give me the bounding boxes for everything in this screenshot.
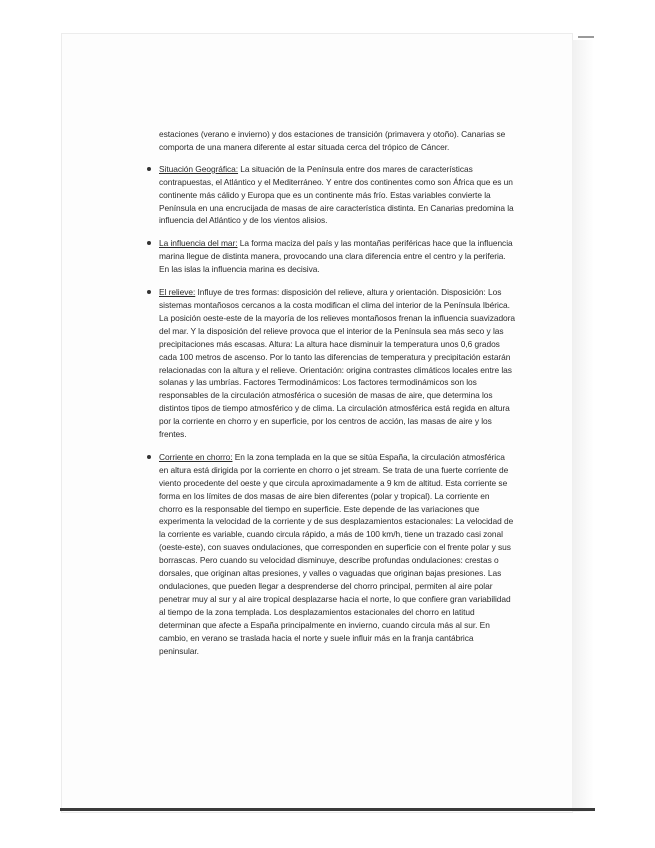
list-item-mar <box>147 237 515 276</box>
item-term: La influencia del mar: <box>159 238 238 249</box>
list-item-situacion <box>147 163 515 228</box>
intro-paragraph: estaciones (verano e invierno) y dos estaciones de transición (primavera y otoño). Canarias se comporta de una manera diferente al estar situada cerca del trópico de Cáncer. <box>159 129 506 152</box>
item-text: La forma maciza del país y las montañas periféricas hace que la influencia marina llegue de distinta manera, provocando una clara diferencia entre el centro y la periferia. En las islas la influencia marina es decisiva. <box>159 238 513 275</box>
factor-list <box>147 163 515 658</box>
bullet-icon <box>147 167 151 171</box>
item-term: Situación Geográfica: <box>159 163 239 174</box>
bullet-icon <box>147 455 151 459</box>
bullet-icon <box>147 241 151 245</box>
scan-bottom-edge <box>60 808 595 811</box>
item-term: Corriente en chorro: <box>159 451 233 462</box>
item-text: Influye de tres formas: disposición del relieve, altura y orientación. Disposición: Los sistemas montañosos cercanos a la costa modifican el clima del interior de la Península Ibérica. La posición oeste-este de la mayoría de los relieves montañosos frenan la influencia suavizadora del mar. Y la disposición del relieve provoca que el interior de la Península sea más seco y las precipitaciones más escasas. Altura: La altura hace disminuir la temperatura unos 0,6 grados cada 100 metros de ascenso. Por lo tanto las diferencias de temperatura y precipitación estarán relacionadas con la altura y el relieve. Orientación: origina contrastes climáticos locales entre las solanas y las umbrías. Factores Termodinámicos: Los factores termodinámicos son los responsables de la circulación atmosférica o sucesión de masas de aire, que determina los distintos tipos de tiempo atmosférico y de clima. La circulación atmosférica está regida en altura por la corriente en chorro y en superficie, por los centros de acción, las masas de aire y los frentes. <box>159 287 516 440</box>
bullet-icon <box>147 290 151 294</box>
item-text: La situación de la Península entre dos mares de características contrapuestas, el Atlántico y el Mediterráneo. Y entre dos continentes como son África que es un continente más cálido y Europa que es un continente más frío. Estas variables convierte la Península en una encrucijada de masas de aire característica distinta. En Canarias predomina la influencia del Atlántico y de los vientos alisios. <box>159 163 514 226</box>
document-body <box>147 128 515 667</box>
scan-mark <box>578 36 594 38</box>
list-item-relieve <box>147 286 515 441</box>
list-item-chorro <box>147 451 515 658</box>
item-term: El relieve: <box>159 287 196 298</box>
item-text: En la zona templada en la que se sitúa España, la circulación atmosférica en altura está dirigida por la corriente en chorro o jet stream. Se trata de una fuerte corriente de viento procedente del oeste y que circula aproximadamente a 9 km de altitud. Esta corriente se forma en los límites de dos masas de aire bien diferentes (polar y tropical). La corriente en chorro es la responsable del tiempo en superficie. Este depende de las variaciones que experimenta la velocidad de la corriente y de sus desplazamientos estacionales: La velocidad de la corriente es variable, cuando circula rápido, a más de 100 km/h, tiene un trazado casi zonal (oeste-este), con suaves ondulaciones, que corresponden en superficie con el frente polar y sus borrascas. Pero cuando su velocidad disminuye, describe profundas ondulaciones: crestas o dorsales, que originan altas presiones, y valles o vaguadas que originan bajas presiones. Las ondulaciones, que pueden llegar a desprenderse del chorro principal, permiten al aire polar penetrar muy al sur y al aire tropical desplazarse hacia el norte, lo que confiere gran variabilidad al tiempo de la zona templada. Los desplazamientos estacionales del chorro en latitud determinan que afecte a España principalmente en invierno, cuando circula más al sur. En cambio, en verano se traslada hacia el norte y suele influir más en la franja cantábrica peninsular. <box>159 451 514 656</box>
page-edge-shadow <box>572 40 594 812</box>
